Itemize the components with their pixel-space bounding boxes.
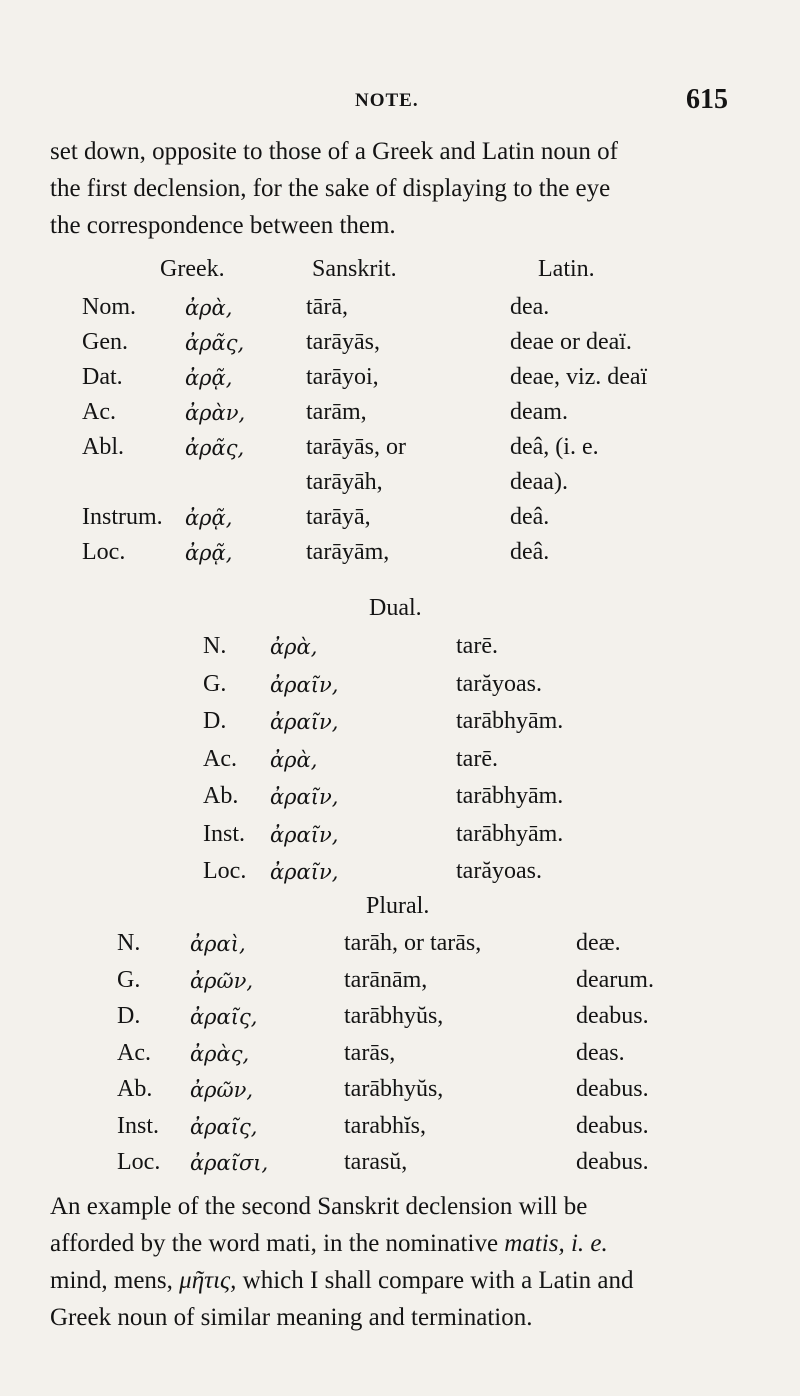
latin-form: deâ.	[510, 504, 550, 530]
text-line: An example of the second Sanskrit declension will be	[50, 1193, 588, 1220]
closing-paragraph	[50, 1188, 750, 1336]
text-line: the first declension, for the sake of displaying to the eye	[50, 175, 611, 202]
greek-form: ἀρᾷ,	[185, 541, 233, 565]
greek-form: ἀρῶν,	[190, 1078, 254, 1102]
greek-form: ἀραῖν,	[270, 860, 339, 884]
case-label: D.	[117, 1003, 141, 1029]
column-header-sanskrit: Sanskrit.	[312, 256, 397, 282]
greek-form: ἀρᾶς,	[185, 436, 245, 460]
case-label: Ab.	[117, 1076, 153, 1102]
case-label: Nom.	[82, 294, 136, 320]
sanskrit-form: tarăyoas.	[456, 670, 542, 697]
declension-row	[0, 671, 800, 705]
column-header-latin: Latin.	[538, 256, 595, 282]
text-line: Greek noun of similar meaning and termination.	[50, 1304, 533, 1331]
declension-row	[0, 504, 800, 538]
text-line: set down, opposite to those of a Greek and Latin noun of	[50, 138, 618, 165]
greek-form: ἀραὶ,	[190, 932, 246, 956]
declension-row	[0, 399, 800, 433]
case-label: Inst.	[117, 1112, 159, 1139]
text-line	[50, 1262, 750, 1299]
latin-form: deabus.	[576, 1112, 649, 1139]
latin-form: deam.	[510, 399, 568, 425]
declension-row	[0, 1003, 800, 1037]
greek-form: ἀραῖς,	[190, 1114, 258, 1139]
sanskrit-form: tarānām,	[344, 966, 428, 993]
declension-row	[0, 633, 800, 667]
case-label: N.	[117, 930, 141, 956]
case-label: N.	[203, 633, 227, 659]
latin-form: deâ, (i. e.	[510, 434, 599, 460]
declension-row	[0, 294, 800, 328]
sanskrit-form: tarābhyŭs,	[344, 1076, 444, 1102]
latin-form: deæ.	[576, 930, 621, 956]
sanskrit-form: tarābhyām.	[456, 708, 564, 734]
case-label: Loc.	[203, 858, 247, 884]
greek-form: ἀραῖν,	[270, 672, 339, 697]
case-label: Ac.	[117, 1039, 151, 1066]
latin-form: deaa).	[510, 469, 568, 495]
declension-row	[0, 539, 800, 573]
sanskrit-form: tarāyā,	[306, 504, 371, 530]
declension-row	[0, 967, 800, 1001]
page-number: 615	[686, 84, 728, 115]
dual-heading: Dual.	[369, 595, 422, 621]
sanskrit-form: tarē.	[456, 745, 498, 772]
declension-row	[0, 434, 800, 468]
case-label: Instrum.	[82, 504, 163, 530]
column-header-greek: Greek.	[160, 256, 225, 282]
text-segment: which I shall compare with a Latin and	[236, 1267, 634, 1294]
text-line: the correspondence between them.	[50, 212, 396, 239]
sanskrit-form: tarāyās, or	[306, 434, 406, 460]
page-header	[0, 84, 800, 124]
sanskrit-form: tarāyoi,	[306, 364, 379, 390]
greek-form: ἀραῖσι,	[190, 1151, 269, 1175]
sanskrit-form: tarābhyām.	[456, 783, 564, 809]
greek-form: ἀρὰν,	[185, 401, 246, 425]
case-label: Ac.	[203, 745, 237, 772]
sanskrit-form: tarē.	[456, 633, 498, 659]
greek-form: ἀρὰς,	[190, 1041, 250, 1066]
greek-form: ἀρῶν,	[190, 968, 254, 993]
sanskrit-form: tarāyāh,	[306, 469, 383, 495]
greek-term: μῆτις,	[179, 1267, 237, 1294]
case-label: Ab.	[203, 783, 239, 809]
declension-row	[0, 746, 800, 780]
latin-form: deae, viz. deaï	[510, 364, 648, 390]
case-label: Gen.	[82, 329, 128, 355]
sanskrit-form: tārā,	[306, 294, 348, 320]
declension-row	[0, 783, 800, 817]
case-label: Ac.	[82, 399, 116, 425]
latin-form: deâ.	[510, 539, 550, 565]
running-title: NOTE.	[355, 90, 419, 111]
declension-row	[0, 1113, 800, 1147]
declension-row	[0, 821, 800, 855]
sanskrit-form: tarabhĭs,	[344, 1112, 426, 1139]
latin-form: deas.	[576, 1039, 625, 1066]
case-label: Inst.	[203, 820, 245, 847]
sanskrit-form: tarābhyŭs,	[344, 1003, 444, 1029]
latin-form: deabus.	[576, 1076, 649, 1102]
case-label: G.	[203, 670, 227, 697]
sanskrit-form: tarăyoas.	[456, 858, 542, 884]
greek-form: ἀραῖν,	[270, 785, 339, 809]
intro-paragraph	[50, 133, 750, 244]
greek-form: ἀρᾶς,	[185, 331, 245, 355]
declension-row	[0, 1076, 800, 1110]
text-segment: mind, mens,	[50, 1267, 180, 1294]
declension-row	[0, 329, 800, 363]
latin-form: deabus.	[576, 1003, 649, 1029]
greek-form: ἀρᾷ,	[185, 506, 233, 530]
sanskrit-form: tarāyās,	[306, 329, 380, 355]
sanskrit-form: tarasŭ,	[344, 1149, 408, 1175]
text-line	[50, 1225, 750, 1262]
greek-form: ἀρᾷ,	[185, 366, 233, 390]
greek-form: ἀρὰ,	[185, 296, 233, 320]
declension-row	[0, 469, 800, 503]
sanskrit-form: tarām,	[306, 399, 367, 425]
case-label: Loc.	[82, 539, 126, 565]
case-label: Loc.	[117, 1149, 161, 1175]
case-label: Abl.	[82, 434, 124, 460]
case-label: G.	[117, 966, 141, 993]
greek-form: ἀρὰ,	[270, 635, 318, 659]
text-segment: afforded by the word mati, in the nominative	[50, 1230, 505, 1257]
declension-row	[0, 858, 800, 892]
sanskrit-form: tarāh, or tarās,	[344, 930, 482, 956]
plural-heading: Plural.	[366, 893, 430, 919]
greek-form: ἀραῖν,	[270, 822, 339, 847]
greek-form: ἀραῖν,	[270, 710, 339, 734]
latin-form: deabus.	[576, 1149, 649, 1175]
declension-row	[0, 930, 800, 964]
declension-row	[0, 708, 800, 742]
declension-row	[0, 1040, 800, 1074]
greek-form: ἀρὰ,	[270, 747, 318, 772]
declension-row	[0, 364, 800, 398]
case-label: Dat.	[82, 364, 123, 390]
declension-row	[0, 1149, 800, 1183]
latin-form: dea.	[510, 294, 550, 320]
latin-form: dearum.	[576, 966, 654, 993]
italic-term: matis, i. e.	[504, 1230, 608, 1257]
sanskrit-form: tarāyām,	[306, 539, 390, 565]
latin-form: deae or deaï.	[510, 329, 632, 355]
case-label: D.	[203, 708, 227, 734]
greek-form: ἀραῖς,	[190, 1005, 258, 1029]
sanskrit-form: tarābhyām.	[456, 820, 564, 847]
sanskrit-form: tarās,	[344, 1039, 396, 1066]
